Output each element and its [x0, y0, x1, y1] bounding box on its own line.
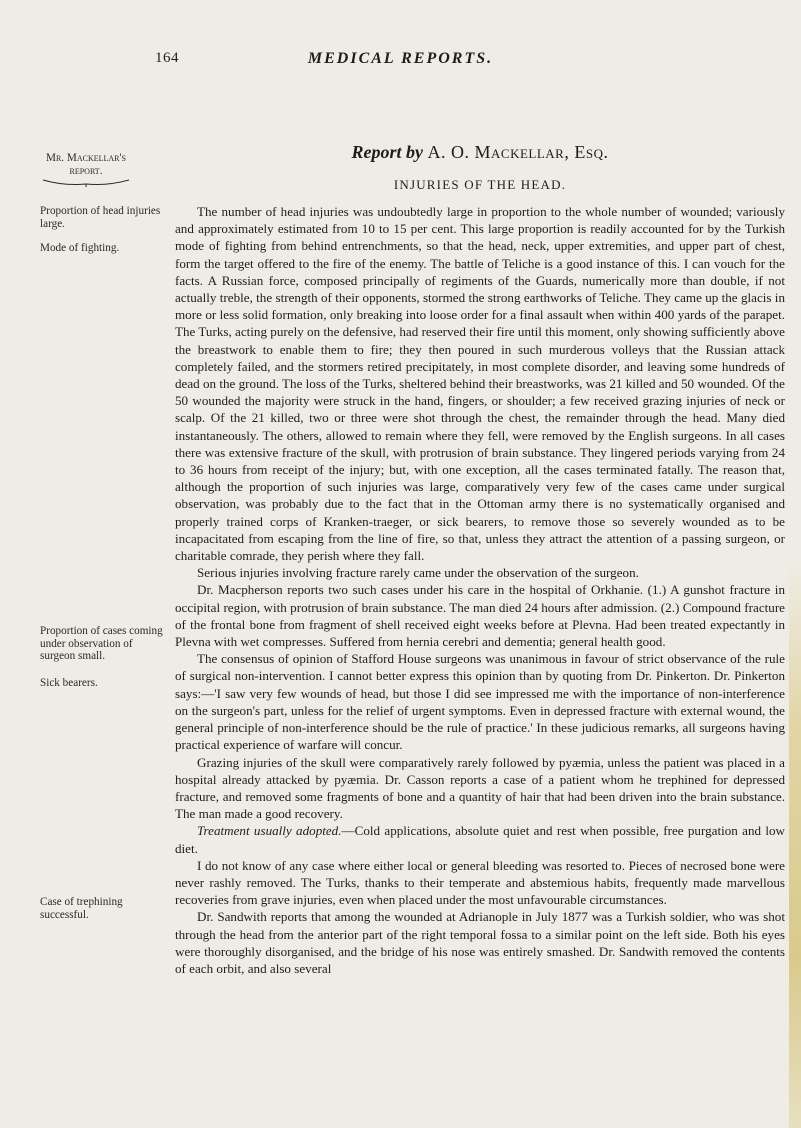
paragraph: The consensus of opinion of Stafford House surgeons was unanimous in favour of strict observance of the rule of surgical non-intervention. I cannot better express this opinion than by quoting from Dr. Pinkerton. Dr. Pinkerton says:—'I saw very few wounds of head, but those I did see impressed me with the importance of non-interference on the surgeon's part, unless for the relief of urgent symptoms. Even in depressed fracture with external wound, the general principle of non-interference should be the rule of practice.' In these judicious remarks, all surgeons having practical experience of warfare will concur. [175, 651, 785, 753]
body-text [175, 203, 785, 977]
page-number: 164 [155, 50, 179, 66]
paragraph: Serious injuries involving fracture rarely came under the observation of the surgeon. [197, 565, 639, 581]
brace-mark [42, 179, 132, 187]
margin-note-sick-bearers: Sick bearers. [40, 677, 98, 689]
page-edge-stain [789, 560, 801, 1128]
paragraph: The number of head injuries was undoubtedly large in proportion to the whole number of wounded; variously and approximately estimated from 10 to 15 per cent. This large proportion is readily accounted for by the Turkish mode of fighting from behind entrenchments, so that the head, neck, upper extremities, and upper part of chest, form the target offered to the fire of the enemy. The battle of Teliche is a good instance of this. I can vouch for the facts. A Russian force, composed principally of regiments of the Guards, numerically more than double, if not actually treble, the strength of their opponents, stormed the strong earthworks of Teliche. They came up the glacis in more or less solid formation, only breaking into loose order for a final assault when within 400 yards of the parapet. The Turks, acting purely on the defensive, had reserved their fire until this moment, only showing sufficiently above the breastwork to enable them to fire; they then poured in such murderous volleys that the Russian attack completely failed, and the stormers retired precipitately, in most complete disorder, and leaving some hundreds of dead on the ground. The loss of the Turks, sheltered behind their breastworks, was 21 killed and 50 wounded. Of the 50 wounded the majority were struck in the hand, fingers, or shoulder; a few received grazing injuries of neck or scalp. Of the 21 killed, two or three were shot through the chest, the remainder through the head. Many died instantaneously. The others, allowed to remain where they fell, were removed by the English surgeons. In all cases there was extensive fracture of the skull, with protrusion of brain substance. They lingered periods varying from 24 to 36 hours from receipt of the injury; but, with one exception, all the cases terminated fatally. The reason that, although the proportion of such injuries was large, comparatively very few of the cases came under surgical observation, was probably due to the fact that in the Ottoman army there is no systematically organised and properly trained corps of Kranken-traeger, or sick bearers, to remove those so severely wounded as to be incapacitated from escaping from the line of fire, so that, unless they attract the attention of a passing surgeon, or charitable comrade, they perish where they fall. [175, 204, 785, 564]
paragraph: Dr. Macpherson reports two such cases under his care in the hospital of Orkhanie. (1.) A gunshot fracture in occipital region, with protrusion of brain substance. The man died 24 hours after admission. (2.) Compound fracture of the frontal bone from fragment of shell received eight weeks before at Plevna. Had been treated expectantly in Plevna with wet compresses. Suffered from hernia cerebri and dementia; general health good. [175, 582, 785, 650]
margin-note-trephining: Case of trephining successful. [40, 896, 123, 921]
section-heading: INJURIES OF THE HEAD. [393, 177, 567, 192]
paragraph: Dr. Sandwith reports that among the wounded at Adrianople in July 1877 was a Turkish soldier, who was shot through the head from the anterior part of the right temporal fossa to a similar point on the left side. Both his eyes were thoroughly disorganised, and the bridge of his nose was entirely smashed. Dr. Sandwith removed the contents of each orbit, and also several [175, 909, 785, 976]
paragraph: Grazing injuries of the skull were comparatively rarely followed by pyæmia, unless the patient was placed in a hospital already attacked by pyæmia. Dr. Casson reports a case of a patient whom he trephined for depressed fracture, and removed some fragments of bone and a quantity of hair that had been driven into the brain substance. The man made a good recovery. [175, 754, 785, 822]
margin-note-author: Mr. Mackellar's report. [40, 152, 132, 187]
report-author: A. O. Mackellar, Esq. [427, 142, 609, 162]
margin-note-mode: Mode of fighting. [40, 242, 120, 254]
report-title-prefix: Report by [351, 142, 424, 162]
margin-note-observation: Proportion of cases coming under observation of surgeon small. [40, 625, 163, 663]
page-header [0, 50, 801, 74]
paragraph-treatment: Treatment usually adopted.—Cold applications, absolute quiet and rest when possible, free purgation and low diet. [175, 823, 785, 856]
margin-note-proportion: Proportion of head injuries large. [40, 205, 161, 230]
report-title [175, 141, 785, 163]
treatment-lead: Treatment usually adopted. [197, 823, 342, 839]
running-head: MEDICAL REPORTS. [307, 50, 494, 67]
paragraph: I do not know of any case where either local or general bleeding was resorted to. Pieces of necrosed bone were never rashly removed. The Turks, thanks to their temperate and abstemious habits, frequently made marvellous recoveries from grave injuries, even when placed under the most unfavourable circumstances. [175, 857, 785, 908]
